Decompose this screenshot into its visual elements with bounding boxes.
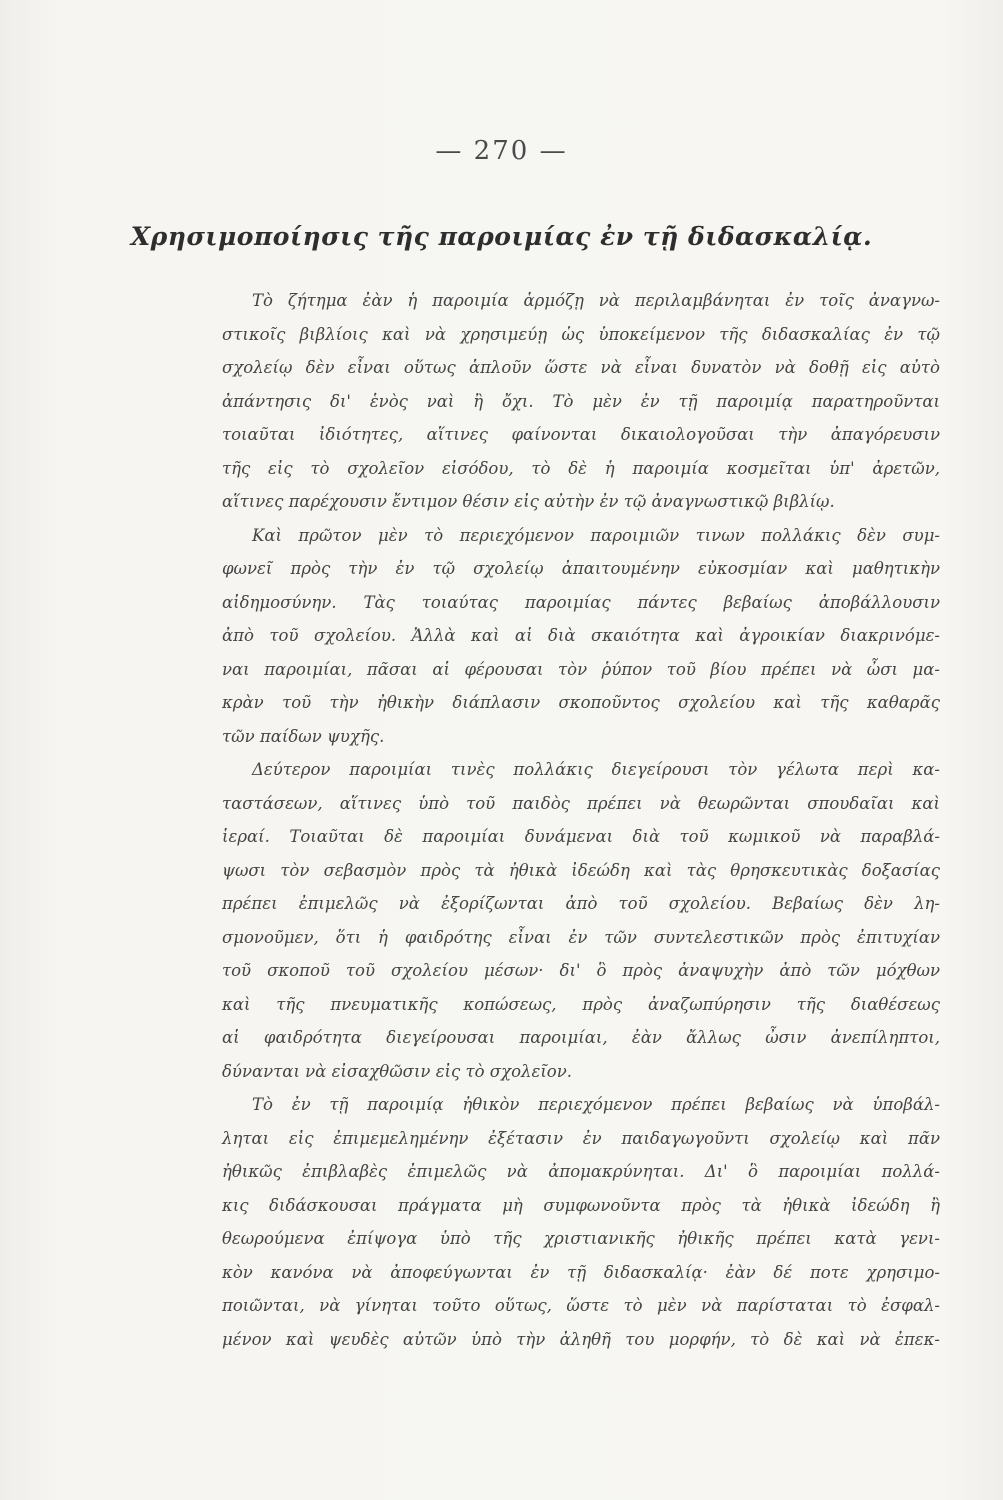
text-line: τοῦ σκοποῦ τοῦ σχολείου μέσων· δι' ὃ πρὸς ἀναψυχὴν ἀπὸ τῶν μόχθων: [222, 961, 940, 980]
body-text: [222, 284, 940, 1356]
text-line: τοιαῦται ἰδιότητες, αἵτινες φαίνονται δικαιολογοῦσαι τὴν ἀπαγόρευσιν: [222, 425, 940, 444]
text-line: θεωρούμενα ἐπίψογα ὑπὸ τῆς χριστιανικῆς ἠθικῆς πρέπει κατὰ γενι-: [222, 1229, 940, 1248]
text-line: ἀπάντησις δι' ἑνὸς ναὶ ἢ ὄχι. Τὸ μὲν ἐν τῇ παροιμίᾳ παρατηροῦνται: [222, 391, 940, 411]
text-line: Τὸ ζήτημα ἐὰν ἡ παροιμία ἁρμόζῃ νὰ περιλαμβάνηται ἐν τοῖς ἀναγνω-: [252, 291, 940, 310]
text-line: καὶ τῆς πνευματικῆς κοπώσεως, πρὸς ἀναζωπύρησιν τῆς διαθέσεως: [222, 994, 940, 1014]
text-line: Καὶ πρῶτον μὲν τὸ περιεχόμενον παροιμιῶν τινων πολλάκις δὲν συμ-: [252, 525, 940, 545]
text-line: Τὸ ἐν τῇ παροιμίᾳ ἠθικὸν περιεχόμενον πρέπει βεβαίως νὰ ὑποβάλ-: [252, 1095, 940, 1114]
text-line: αἵτινες παρέχουσιν ἔντιμον θέσιν εἰς αὐτὴν ἐν τῷ ἀναγνωστικῷ βιβλίῳ.: [222, 492, 835, 511]
text-line: αἱ φαιδρότητα διεγείρουσαι παροιμίαι, ἐὰν ἄλλως ὦσιν ἀνεπίληπτοι,: [222, 1028, 940, 1047]
text-line: αἰδημοσύνην. Τὰς τοιαύτας παροιμίας πάντες βεβαίως ἀποβάλλουσιν: [222, 592, 940, 612]
text-line: πρέπει ἐπιμελῶς νὰ ἐξορίζωνται ἀπὸ τοῦ σχολείου. Βεβαίως δὲν λη-: [222, 894, 940, 913]
text-line: ἱεραί. Τοιαῦται δὲ παροιμίαι δυνάμεναι διὰ τοῦ κωμικοῦ νὰ παραβλά-: [222, 827, 940, 846]
text-line: δύνανται νὰ εἰσαχθῶσιν εἰς τὸ σχολεῖον.: [222, 1061, 572, 1081]
text-line: κις διδάσκουσαι πράγματα μὴ συμφωνοῦντα πρὸς τὰ ἠθικὰ ἰδεώδη ἢ: [222, 1195, 940, 1215]
text-line: τῶν παίδων ψυχῆς.: [222, 726, 385, 746]
text-line: σμονοῦμεν, ὅτι ἡ φαιδρότης εἶναι ἐν τῶν συντελεστικῶν πρὸς ἐπιτυχίαν: [222, 927, 940, 947]
text-line: στικοῖς βιβλίοις καὶ νὰ χρησιμεύῃ ὡς ὑποκείμενον τῆς διδασκαλίας ἐν τῷ: [222, 324, 940, 344]
text-line: κρὰν τοῦ τὴν ἠθικὴν διάπλασιν σκοποῦντος σχολείου καὶ τῆς καθαρᾶς: [222, 693, 940, 712]
text-line: μένον καὶ ψευδὲς αὐτῶν ὑπὸ τὴν ἀληθῆ του μορφήν, τὸ δὲ καὶ νὰ ἐπεκ-: [222, 1329, 940, 1349]
text-line: ληται εἰς ἐπιμεμελημένην ἐξέτασιν ἐν παιδαγωγοῦντι σχολείῳ καὶ πᾶν: [222, 1128, 940, 1148]
text-line: φωνεῖ πρὸς τὴν ἐν τῷ σχολείῳ ἀπαιτουμένην εὐκοσμίαν καὶ μαθητικὴν: [222, 559, 940, 578]
page-number: — 270 —: [435, 136, 568, 166]
text-line: ἠθικῶς ἐπιβλαβὲς ἐπιμελῶς νὰ ἀπομακρύνηται. Δι' ὃ παροιμίαι πολλά-: [222, 1162, 940, 1181]
text-line: ἀπὸ τοῦ σχολείου. Ἀλλὰ καὶ αἱ διὰ σκαιότητα καὶ ἀγροικίαν διακρινόμε-: [222, 626, 940, 645]
text-line: ποιῶνται, νὰ γίνηται τοῦτο οὕτως, ὥστε τὸ μὲν νὰ παρίσταται τὸ ἐσφαλ-: [222, 1296, 940, 1315]
text-line: ταστάσεων, αἵτινες ὑπὸ τοῦ παιδὸς πρέπει νὰ θεωρῶνται σπουδαῖαι καὶ: [222, 793, 940, 813]
text-line: σχολείῳ δὲν εἶναι οὕτως ἁπλοῦν ὥστε νὰ εἶναι δυνατὸν νὰ δοθῇ εἰς αὐτὸ: [222, 358, 940, 377]
text-line: ψωσι τὸν σεβασμὸν πρὸς τὰ ἠθικὰ ἰδεώδη καὶ τὰς θρησκευτικὰς δοξασίας: [222, 860, 940, 880]
text-line: Δεύτερον παροιμίαι τινὲς πολλάκις διεγείρουσι τὸν γέλωτα περὶ κα-: [252, 760, 940, 779]
text-line: κὸν κανόνα νὰ ἀποφεύγωνται ἐν τῇ διδασκαλίᾳ· ἐὰν δέ ποτε χρησιμο-: [222, 1262, 940, 1282]
text-line: τῆς εἰς τὸ σχολεῖον εἰσόδου, τὸ δὲ ἡ παροιμία κοσμεῖται ὑπ' ἀρετῶν,: [222, 458, 940, 478]
text-line: ναι παροιμίαι, πᾶσαι αἱ φέρουσαι τὸν ῥύπον τοῦ βίου πρέπει νὰ ὦσι μα-: [222, 659, 940, 679]
section-title: Χρησιμοποίησις τῆς παροιμίας ἐν τῇ διδασκαλίᾳ.: [130, 222, 873, 251]
